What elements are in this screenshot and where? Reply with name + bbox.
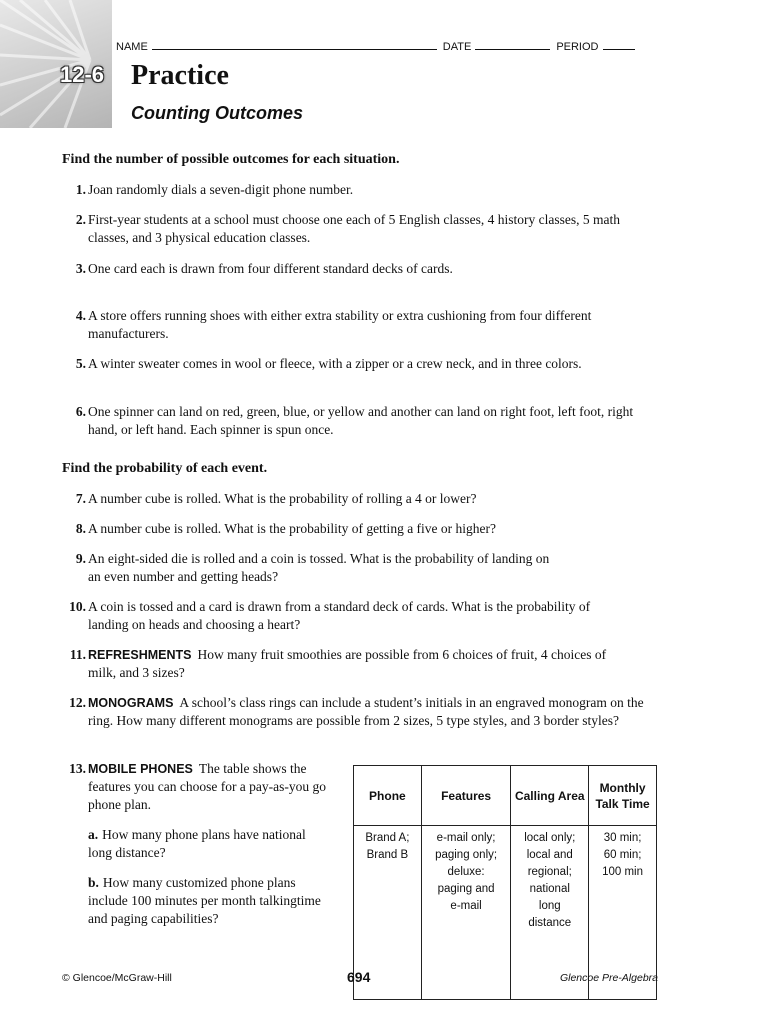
question-text: A store offers running shoes with either extra stability or extra cushioning from four different manufacturers. <box>88 308 592 341</box>
question-number: 4. <box>75 308 86 323</box>
date-label: DATE <box>442 41 472 53</box>
question-item <box>62 260 652 278</box>
question-number: 8. <box>75 521 86 536</box>
footer-copyright: © Glencoe/McGraw-Hill <box>62 972 172 984</box>
table-cell: Brand A; Brand B <box>354 826 422 1000</box>
table-cell: e-mail only; paging only; deluxe: paging and e-mail <box>421 826 511 1000</box>
question-keyword: REFRESHMENTS <box>88 648 192 662</box>
question-item <box>62 598 622 634</box>
table-header-cell: Phone <box>354 766 422 826</box>
question-item <box>62 646 622 682</box>
page-title: Practice <box>131 60 229 91</box>
question-number: 7. <box>75 491 86 506</box>
question-text: One card each is drawn from four different standard decks of cards. <box>88 261 453 276</box>
question-item <box>62 490 652 508</box>
phone-plan-table <box>353 765 657 1000</box>
sub-question-letter: b. <box>88 875 99 890</box>
table-cell: local only; local and regional; national long distance <box>511 826 589 1000</box>
lesson-number: 12-6 <box>60 62 105 87</box>
question-text <box>88 694 662 730</box>
question-text <box>88 760 327 814</box>
table-header-cell: Features <box>421 766 511 826</box>
question-body: The table shows the features you can choose for a pay-as-you go phone plan. <box>88 761 327 812</box>
section-heading-probability: Find the probability of each event. <box>62 461 268 476</box>
question-item <box>62 520 652 538</box>
question-text: Joan randomly dials a seven-digit phone number. <box>88 182 354 197</box>
question-body: How many fruit smoothies are possible from 6 choices of fruit, 4 choices of milk, and 3 sizes? <box>88 647 607 680</box>
question-number: 13. <box>69 761 86 776</box>
question-text: A coin is tossed and a card is drawn from a standard deck of cards. What is the probability of landing on heads and choosing a heart? <box>88 599 591 632</box>
sub-question-b <box>88 874 338 928</box>
question-item <box>62 355 652 373</box>
footer-book-title: Glencoe Pre-Algebra <box>559 972 658 984</box>
question-text: A number cube is rolled. What is the probability of rolling a 4 or lower? <box>88 491 477 506</box>
date-blank <box>475 40 550 50</box>
question-text: An eight-sided die is rolled and a coin is tossed. What is the probability of landing on an even number and getting heads? <box>88 551 550 584</box>
table-header-row <box>354 766 657 826</box>
question-number: 11. <box>69 647 86 662</box>
question-keyword: MONOGRAMS <box>88 696 174 710</box>
question-number: 10. <box>69 599 86 614</box>
period-blank <box>603 40 635 50</box>
question-number: 6. <box>75 404 86 419</box>
question-number: 1. <box>75 182 86 197</box>
table-cell: 30 min; 60 min; 100 min <box>589 826 657 1000</box>
table-header-cell: Calling Area <box>511 766 589 826</box>
section-heading-outcomes: Find the number of possible outcomes for each situation. <box>62 152 400 167</box>
question-item <box>62 307 652 343</box>
question-text <box>88 646 622 682</box>
table-header-cell: Monthly Talk Time <box>589 766 657 826</box>
question-number: 2. <box>75 212 86 227</box>
question-number: 3. <box>75 261 86 276</box>
question-item <box>62 550 562 586</box>
question-item <box>62 181 652 199</box>
question-number: 12. <box>69 695 86 710</box>
sub-question-text: How many phone plans have national long distance? <box>88 827 306 860</box>
question-text: A winter sweater comes in wool or fleece, with a zipper or a crew neck, and in three colors. <box>88 356 582 371</box>
page-subtitle: Counting Outcomes <box>131 103 303 123</box>
question-item <box>62 694 662 730</box>
sub-question-a <box>88 826 318 862</box>
page-number: 694 <box>347 969 371 985</box>
student-info-line <box>116 40 657 53</box>
period-label: PERIOD <box>556 41 599 53</box>
name-label: NAME <box>116 41 148 53</box>
question-item <box>62 760 327 814</box>
question-text: One spinner can land on red, green, blue, or yellow and another can land on right foot, left foot, right hand, or left hand. Each spinner is spun once. <box>88 404 634 437</box>
question-item <box>62 403 652 439</box>
question-body: A school’s class rings can include a student’s initials in an engraved monogram on the ring. How many different monograms are possible from 2 sizes, 5 type styles, and 3 border styles? <box>88 695 644 728</box>
question-text: First-year students at a school must choose one each of 5 English classes, 4 history classes, 5 math classes, and 3 physical education classes. <box>88 212 621 245</box>
sub-question-text: How many customized phone plans include 100 minutes per month talkingtime and paging capabilities? <box>88 875 321 926</box>
question-number: 5. <box>75 356 86 371</box>
question-keyword: MOBILE PHONES <box>88 762 193 776</box>
question-number: 9. <box>75 551 86 566</box>
name-blank <box>152 40 437 50</box>
question-item <box>62 211 652 247</box>
question-text: A number cube is rolled. What is the probability of getting a five or higher? <box>88 521 497 536</box>
sub-question-letter: a. <box>88 827 99 842</box>
